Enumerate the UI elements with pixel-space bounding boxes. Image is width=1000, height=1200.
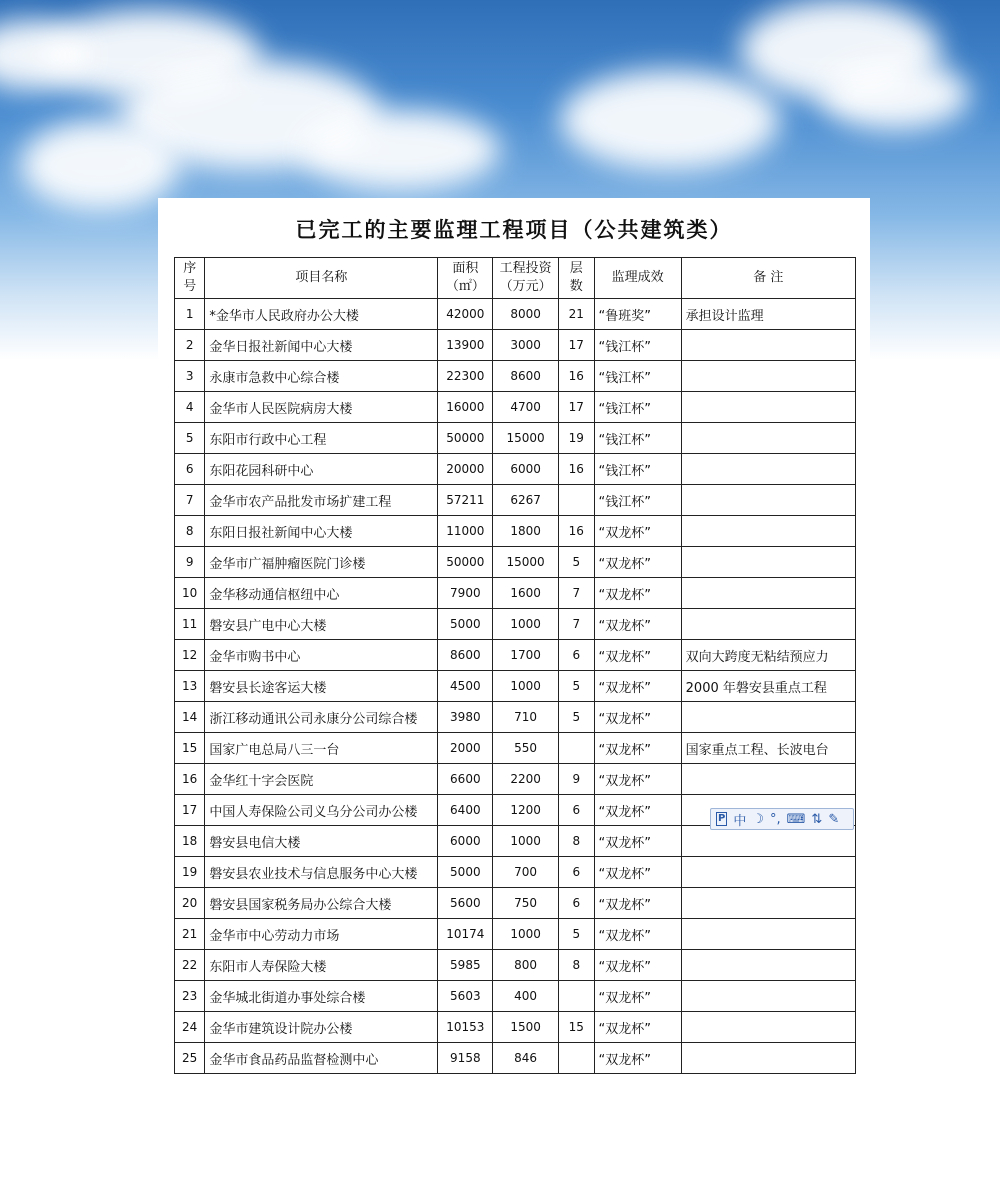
table-row — [175, 392, 856, 423]
row-seq: 12 — [175, 640, 205, 671]
row-investment: 6267 — [493, 485, 559, 516]
header-award: 监理成效 — [594, 258, 681, 299]
row-seq: 7 — [175, 485, 205, 516]
row-project-name: 东阳市人寿保险大楼 — [205, 950, 438, 981]
header-invest: 工程投资 （万元） — [493, 258, 559, 299]
row-note: 2000 年磐安县重点工程 — [681, 671, 855, 702]
row-floors: 17 — [559, 330, 594, 361]
table-row — [175, 888, 856, 919]
row-seq: 21 — [175, 919, 205, 950]
row-award: “双龙杯” — [594, 609, 681, 640]
row-project-name: 磐安县电信大楼 — [205, 826, 438, 857]
row-award: “双龙杯” — [594, 516, 681, 547]
row-investment: 8000 — [493, 299, 559, 330]
row-note — [681, 547, 855, 578]
row-note — [681, 702, 855, 733]
row-award: “钱江杯” — [594, 485, 681, 516]
table-row — [175, 981, 856, 1012]
table-row — [175, 919, 856, 950]
row-note — [681, 826, 855, 857]
row-area: 5985 — [438, 950, 493, 981]
table-row — [175, 640, 856, 671]
table-row — [175, 1043, 856, 1074]
row-floors: 7 — [559, 609, 594, 640]
row-floors: 16 — [559, 361, 594, 392]
row-project-name: 磐安县国家税务局办公综合大楼 — [205, 888, 438, 919]
row-award: “双龙杯” — [594, 547, 681, 578]
row-seq: 25 — [175, 1043, 205, 1074]
row-note — [681, 609, 855, 640]
page-title: 已完工的主要监理工程项目（公共建筑类） — [295, 218, 733, 242]
header-note: 备 注 — [681, 258, 855, 299]
table-row — [175, 733, 856, 764]
row-area: 6600 — [438, 764, 493, 795]
row-floors — [559, 485, 594, 516]
table-row — [175, 671, 856, 702]
row-seq: 5 — [175, 423, 205, 454]
ime-toolbar[interactable] — [710, 808, 854, 830]
row-area: 22300 — [438, 361, 493, 392]
projects-table — [174, 257, 856, 1074]
row-award: “钱江杯” — [594, 361, 681, 392]
row-area: 6000 — [438, 826, 493, 857]
row-investment: 1200 — [493, 795, 559, 826]
row-note — [681, 578, 855, 609]
row-project-name: 金华红十字会医院 — [205, 764, 438, 795]
table-row — [175, 423, 856, 454]
row-area: 50000 — [438, 423, 493, 454]
row-note — [681, 485, 855, 516]
row-area: 5000 — [438, 609, 493, 640]
row-project-name: 金华市食品药品监督检测中心 — [205, 1043, 438, 1074]
table-row — [175, 547, 856, 578]
row-note: 承担设计监理 — [681, 299, 855, 330]
row-floors — [559, 981, 594, 1012]
row-seq: 13 — [175, 671, 205, 702]
row-award: “鲁班奖” — [594, 299, 681, 330]
row-note — [681, 1043, 855, 1074]
ime-mode-toggle[interactable]: 中 — [733, 813, 747, 829]
row-investment: 6000 — [493, 454, 559, 485]
row-project-name: 浙江移动通讯公司永康分公司综合楼 — [205, 702, 438, 733]
row-area: 11000 — [438, 516, 493, 547]
row-seq: 6 — [175, 454, 205, 485]
table-row — [175, 516, 856, 547]
row-note — [681, 764, 855, 795]
row-floors: 8 — [559, 826, 594, 857]
row-area: 16000 — [438, 392, 493, 423]
row-floors: 5 — [559, 547, 594, 578]
row-investment: 1700 — [493, 640, 559, 671]
row-project-name: 金华市购书中心 — [205, 640, 438, 671]
row-area: 7900 — [438, 578, 493, 609]
ime-logo[interactable]: P — [718, 813, 726, 824]
document-panel — [158, 198, 870, 1200]
row-seq: 14 — [175, 702, 205, 733]
row-note: 国家重点工程、长波电台 — [681, 733, 855, 764]
row-seq: 11 — [175, 609, 205, 640]
row-project-name: 金华市建筑设计院办公楼 — [205, 1012, 438, 1043]
row-project-name: 磐安县农业技术与信息服务中心大楼 — [205, 857, 438, 888]
row-floors: 5 — [559, 702, 594, 733]
row-floors: 6 — [559, 795, 594, 826]
header-floors: 层 数 — [559, 258, 594, 299]
row-investment: 15000 — [493, 423, 559, 454]
row-award: “双龙杯” — [594, 919, 681, 950]
row-seq: 19 — [175, 857, 205, 888]
row-investment: 1500 — [493, 1012, 559, 1043]
wrench-icon[interactable]: ✎ — [828, 811, 840, 827]
row-award: “双龙杯” — [594, 640, 681, 671]
row-award: “双龙杯” — [594, 671, 681, 702]
row-floors: 6 — [559, 640, 594, 671]
row-project-name: 金华市人民医院病房大楼 — [205, 392, 438, 423]
row-investment: 15000 — [493, 547, 559, 578]
row-project-name: 金华市农产品批发市场扩建工程 — [205, 485, 438, 516]
header-name: 项目名称 — [205, 258, 438, 299]
row-investment: 1000 — [493, 609, 559, 640]
row-floors: 17 — [559, 392, 594, 423]
row-seq: 16 — [175, 764, 205, 795]
row-seq: 20 — [175, 888, 205, 919]
row-note — [681, 857, 855, 888]
table-row — [175, 330, 856, 361]
row-seq: 2 — [175, 330, 205, 361]
row-seq: 18 — [175, 826, 205, 857]
row-award: “双龙杯” — [594, 733, 681, 764]
row-investment: 1000 — [493, 919, 559, 950]
table-row — [175, 454, 856, 485]
row-project-name: 金华城北街道办事处综合楼 — [205, 981, 438, 1012]
row-note — [681, 330, 855, 361]
row-award: “双龙杯” — [594, 578, 681, 609]
row-project-name: 金华市广福肿瘤医院门诊楼 — [205, 547, 438, 578]
row-note — [681, 919, 855, 950]
header-area: 面积 （㎡） — [438, 258, 493, 299]
row-seq: 23 — [175, 981, 205, 1012]
row-area: 42000 — [438, 299, 493, 330]
row-floors: 19 — [559, 423, 594, 454]
header-seq: 序 号 — [175, 258, 205, 299]
row-floors: 5 — [559, 671, 594, 702]
row-investment: 1800 — [493, 516, 559, 547]
row-award: “双龙杯” — [594, 857, 681, 888]
row-note — [681, 361, 855, 392]
row-area: 8600 — [438, 640, 493, 671]
row-project-name: 东阳市行政中心工程 — [205, 423, 438, 454]
row-floors: 21 — [559, 299, 594, 330]
row-seq: 8 — [175, 516, 205, 547]
row-project-name: 中国人寿保险公司义乌分公司办公楼 — [205, 795, 438, 826]
table-row — [175, 609, 856, 640]
table-row — [175, 1012, 856, 1043]
row-area: 20000 — [438, 454, 493, 485]
row-area: 9158 — [438, 1043, 493, 1074]
row-area: 57211 — [438, 485, 493, 516]
row-seq: 9 — [175, 547, 205, 578]
row-investment: 1000 — [493, 826, 559, 857]
row-note — [681, 950, 855, 981]
row-note — [681, 1012, 855, 1043]
row-project-name: 国家广电总局八三一台 — [205, 733, 438, 764]
moon-icon[interactable]: ☽ — [752, 811, 765, 827]
row-project-name: *金华市人民政府办公大楼 — [205, 299, 438, 330]
row-floors: 8 — [559, 950, 594, 981]
row-area: 50000 — [438, 547, 493, 578]
row-seq: 15 — [175, 733, 205, 764]
table-row — [175, 361, 856, 392]
row-project-name: 东阳日报社新闻中心大楼 — [205, 516, 438, 547]
row-award: “双龙杯” — [594, 1043, 681, 1074]
row-area: 5603 — [438, 981, 493, 1012]
row-seq: 24 — [175, 1012, 205, 1043]
row-award: “钱江杯” — [594, 454, 681, 485]
row-award: “双龙杯” — [594, 950, 681, 981]
table-row — [175, 702, 856, 733]
keyboard-icon[interactable]: ⌨ — [786, 811, 806, 827]
row-seq: 10 — [175, 578, 205, 609]
row-investment: 400 — [493, 981, 559, 1012]
row-award: “双龙杯” — [594, 702, 681, 733]
row-seq: 22 — [175, 950, 205, 981]
row-area: 10174 — [438, 919, 493, 950]
row-floors: 7 — [559, 578, 594, 609]
row-floors: 5 — [559, 919, 594, 950]
table-row — [175, 485, 856, 516]
row-floors: 6 — [559, 888, 594, 919]
row-investment: 4700 — [493, 392, 559, 423]
row-project-name: 磐安县广电中心大楼 — [205, 609, 438, 640]
row-investment: 1600 — [493, 578, 559, 609]
row-note — [681, 423, 855, 454]
row-area: 5000 — [438, 857, 493, 888]
row-project-name: 金华市中心劳动力市场 — [205, 919, 438, 950]
row-note: 双向大跨度无粘结预应力 — [681, 640, 855, 671]
row-award: “钱江杯” — [594, 392, 681, 423]
arrows-icon[interactable]: ⇅ — [811, 811, 823, 827]
row-award: “钱江杯” — [594, 330, 681, 361]
row-seq: 17 — [175, 795, 205, 826]
table-row — [175, 950, 856, 981]
row-project-name: 磐安县长途客运大楼 — [205, 671, 438, 702]
row-floors: 16 — [559, 454, 594, 485]
row-award: “双龙杯” — [594, 1012, 681, 1043]
row-floors — [559, 1043, 594, 1074]
row-area: 4500 — [438, 671, 493, 702]
row-area: 10153 — [438, 1012, 493, 1043]
row-floors: 9 — [559, 764, 594, 795]
row-project-name: 永康市急救中心综合楼 — [205, 361, 438, 392]
table-row — [175, 826, 856, 857]
row-area: 6400 — [438, 795, 493, 826]
row-project-name: 金华日报社新闻中心大楼 — [205, 330, 438, 361]
row-seq: 1 — [175, 299, 205, 330]
header-row — [175, 258, 856, 299]
row-area: 5600 — [438, 888, 493, 919]
row-area: 2000 — [438, 733, 493, 764]
row-investment: 8600 — [493, 361, 559, 392]
row-investment: 700 — [493, 857, 559, 888]
row-area: 3980 — [438, 702, 493, 733]
row-investment: 710 — [493, 702, 559, 733]
row-award: “钱江杯” — [594, 423, 681, 454]
row-area: 13900 — [438, 330, 493, 361]
table-row — [175, 578, 856, 609]
row-investment: 550 — [493, 733, 559, 764]
row-investment: 1000 — [493, 671, 559, 702]
row-investment: 750 — [493, 888, 559, 919]
row-note — [681, 981, 855, 1012]
row-floors — [559, 733, 594, 764]
table-row — [175, 857, 856, 888]
row-note — [681, 888, 855, 919]
row-floors: 16 — [559, 516, 594, 547]
row-seq: 4 — [175, 392, 205, 423]
row-project-name: 金华移动通信枢纽中心 — [205, 578, 438, 609]
row-investment: 2200 — [493, 764, 559, 795]
row-note — [681, 454, 855, 485]
table-row — [175, 764, 856, 795]
row-investment: 3000 — [493, 330, 559, 361]
row-award: “双龙杯” — [594, 888, 681, 919]
ime-punct-toggle[interactable]: °, — [770, 811, 781, 827]
row-investment: 846 — [493, 1043, 559, 1074]
row-award: “双龙杯” — [594, 795, 681, 826]
row-note — [681, 516, 855, 547]
row-project-name: 东阳花园科研中心 — [205, 454, 438, 485]
row-investment: 800 — [493, 950, 559, 981]
row-seq: 3 — [175, 361, 205, 392]
row-award: “双龙杯” — [594, 764, 681, 795]
row-award: “双龙杯” — [594, 826, 681, 857]
row-award: “双龙杯” — [594, 981, 681, 1012]
row-note — [681, 392, 855, 423]
row-floors: 15 — [559, 1012, 594, 1043]
row-floors: 6 — [559, 857, 594, 888]
table-row — [175, 299, 856, 330]
